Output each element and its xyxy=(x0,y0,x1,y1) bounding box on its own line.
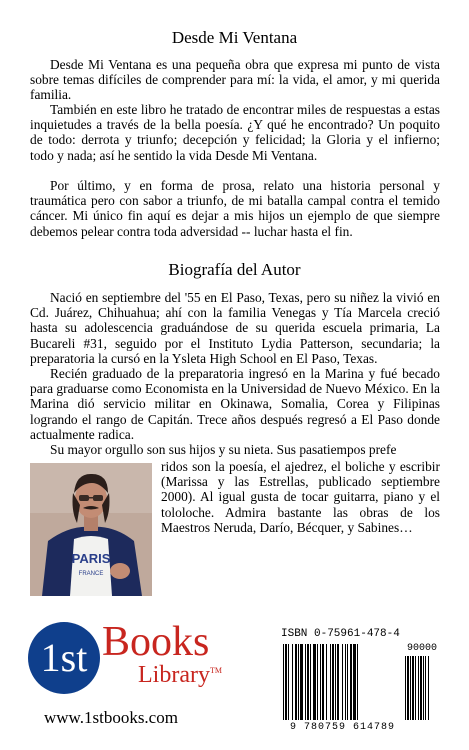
barcode-bar xyxy=(326,644,327,720)
barcode-bar xyxy=(292,644,293,720)
barcode-addon-bar xyxy=(425,656,426,720)
barcode-bar xyxy=(300,644,303,720)
paragraph-bio-3-rest: ridos son la poesía, el ajedrez, el boliche y escribir (Marissa y las Estrellas, publicado septiembre 2000). Al igual gusta de tocar guitarra, piano y el tololoche. Admira bastante las obras de los Maestros Neruda, Darío, Bécquer, y Sabines… xyxy=(161,459,440,535)
barcode-bar xyxy=(320,644,321,720)
barcode-bar xyxy=(330,644,331,720)
barcode-addon-bar xyxy=(410,656,411,720)
barcode-bar xyxy=(285,644,287,720)
shirt-text: PARIS xyxy=(71,551,111,566)
shirt-subtext: FRANCE xyxy=(78,571,104,577)
logo-library-text xyxy=(138,662,222,689)
barcode-addon-bar xyxy=(412,656,414,720)
section-title-desde-mi-ventana: Desde Mi Ventana xyxy=(171,28,298,47)
barcode-bar xyxy=(357,644,358,720)
barcode-bar xyxy=(310,644,311,720)
barcode-bar xyxy=(332,644,334,720)
barcode-addon-bar xyxy=(428,656,429,720)
barcode-bar xyxy=(305,644,306,720)
barcode-bar xyxy=(307,644,309,720)
logo-circle xyxy=(28,622,100,694)
barcode-bar xyxy=(342,644,343,720)
barcode-addon-bar xyxy=(407,656,409,720)
barcode-number: 9 780759 614789 xyxy=(290,722,396,733)
logo-library-label: Library xyxy=(138,662,210,688)
barcode-bar xyxy=(347,644,348,720)
isbn-label: ISBN 0-75961-478-4 xyxy=(281,628,400,640)
paragraph-bio-1: Nació en septiembre del '55 en El Paso, Texas, pero su niñez la vivió en Cd. Juárez, Chihuahua; ahí con la familia Venegas y Tía Marcela creció hasta su adolescencia graduándose de su querida escuela primaria, La Bucareli #31, seguido por el Instituto Lydia Patterson, secundaria; la preparatoria la cursó en la Ysleta High School en El Paso, Texas. xyxy=(30,290,440,366)
barcode xyxy=(281,644,441,720)
barcode-addon-bar xyxy=(415,656,416,720)
barcode-bar xyxy=(353,644,356,720)
barcode-bar xyxy=(313,644,316,720)
barcode-addon-number: 90000 xyxy=(407,643,438,654)
barcode-addon-bar xyxy=(405,656,406,720)
paragraph-intro-1: Desde Mi Ventana es una pequeña obra que expresa mi punto de vista sobre temas difíciles de comprender para mí: la vida, el amor, y mi querida familia. xyxy=(30,57,440,103)
barcode-bar xyxy=(350,644,352,720)
barcode-bar xyxy=(295,644,297,720)
barcode-addon-bar xyxy=(420,656,422,720)
paragraph-intro-3: Por último, y en forma de prosa, relato una historia personal y traumática pero con sabor a triunfo, de mi batalla campal contra el temido cáncer. Mi único fin aquí es dejar a mis hijos un ejemplo de que siempre debemos pelear contra toda adversidad -- luchar hasta el fin. xyxy=(30,178,440,239)
barcode-bar xyxy=(335,644,336,720)
logo-number: 1st xyxy=(40,635,88,680)
barcode-addon-bar xyxy=(423,656,424,720)
section-title-biografia: Biografía del Autor xyxy=(168,260,301,279)
paragraph-bio-2: Recién graduado de la preparatoria ingresó en la Marina y fué becado para graduarse como Economista en la Universidad de Nuevo México. En la Marina dió servicio militar en Okinawa, Somalia, Corea y Filipinas logrando el rango de Capitán. Trece años después regresó a El Paso donde actualmente radica. xyxy=(30,366,440,442)
publisher-url[interactable]: www.1stbooks.com xyxy=(44,708,178,727)
barcode-bar xyxy=(317,644,318,720)
barcode-bar xyxy=(337,644,339,720)
barcode-bar xyxy=(288,644,289,720)
publisher-logo xyxy=(28,618,228,700)
barcode-bar xyxy=(298,644,299,720)
barcode-bar xyxy=(283,644,284,720)
barcode-bar xyxy=(322,644,324,720)
logo-trademark: TM xyxy=(209,666,222,675)
barcode-addon-bar xyxy=(418,656,419,720)
logo-books-text: Books xyxy=(102,619,210,665)
paragraph-bio-3-line: Su mayor orgullo son sus hijos y su nieta. Sus pasatiempos prefe xyxy=(50,442,397,457)
author-photo xyxy=(30,463,152,596)
barcode-bar xyxy=(345,644,346,720)
paragraph-intro-2: También en este libro he tratado de encontrar miles de respuestas a estas inquietudes a través de la bella poesía. ¿Y qué he encontrado? Un poquito de todo: derrota y triunfo; decepción y felicidad; la Gloria y el infierno; todo y nada; así he sentido la vida Desde Mi Ventana. xyxy=(30,102,440,163)
